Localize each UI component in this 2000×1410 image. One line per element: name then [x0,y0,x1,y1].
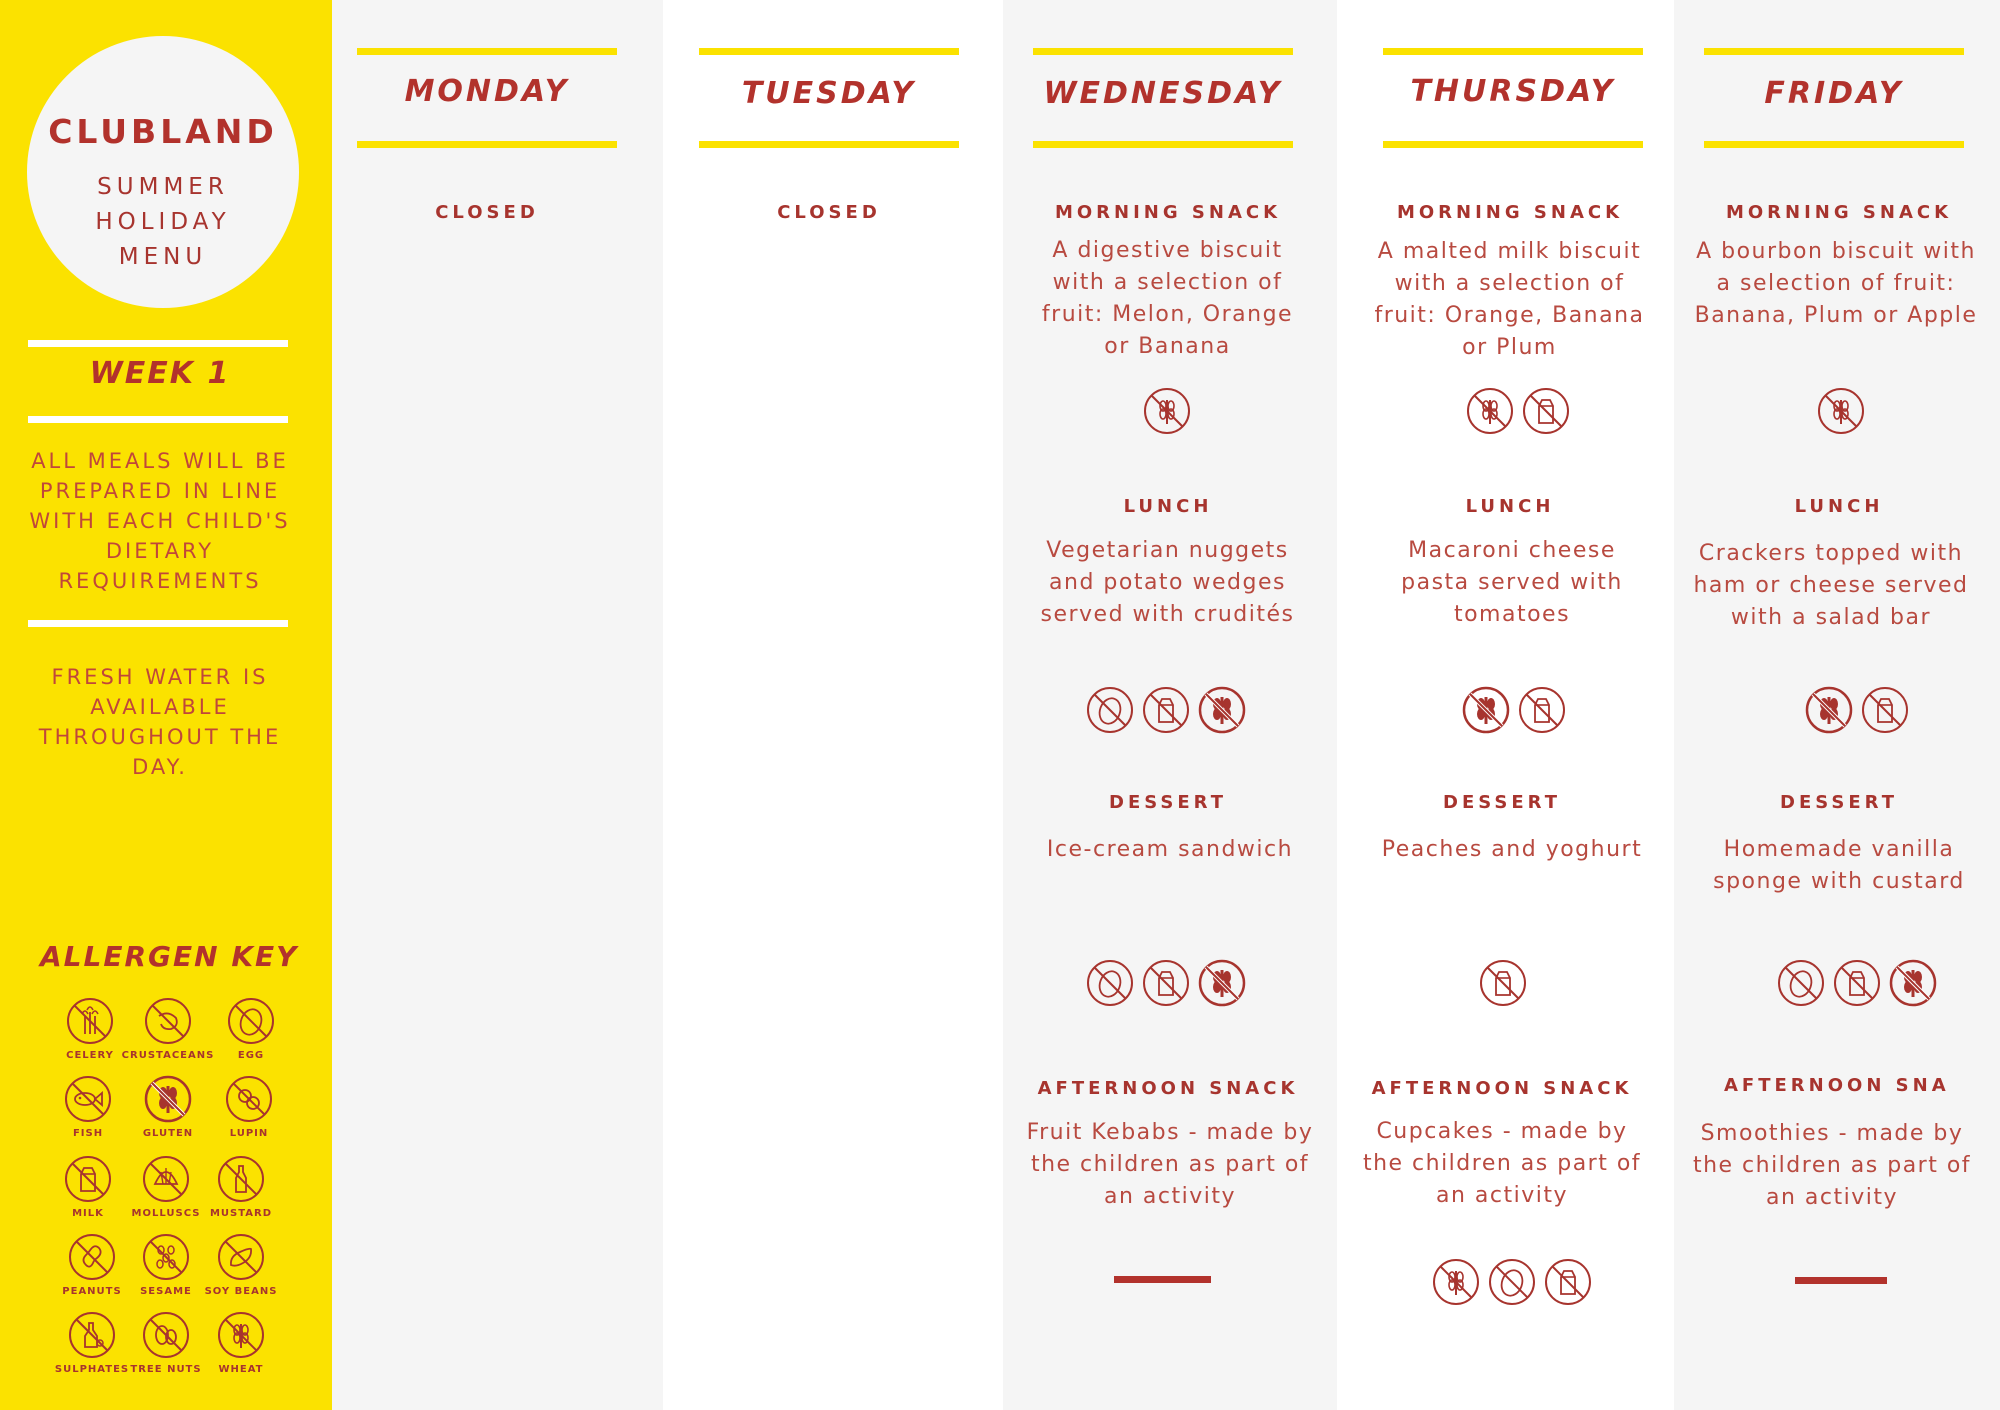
allergen-label: CELERY [66,1050,114,1061]
lunch-heading: LUNCH [1123,496,1213,517]
allergen-label: EGG [237,1050,265,1061]
brand-badge [27,36,299,308]
afternoon-snack-description: Cupcakes - made by the children as part of an activity [1362,1119,1642,1208]
water-note: FRESH WATER IS AVAILABLE THROUGHOUT THE DAY. [38,665,282,779]
allergen-label: SOY BEANS [204,1286,278,1297]
dessert-heading: DESSERT [1109,792,1227,813]
day-column-friday [1674,0,2000,1410]
wheat-icon [1465,386,1515,436]
allergen-label: MILK [72,1208,104,1219]
allergen-icons [1776,958,1938,1008]
soy-icon [216,1232,266,1282]
allergen-label: FISH [72,1128,104,1139]
day-title-wednesday: WEDNESDAY [1043,76,1283,111]
milk-icon [1517,685,1567,735]
milk-icon [1521,386,1571,436]
no-allergens-dash [1114,1276,1211,1283]
milk-icon [1141,685,1191,735]
day-column-wednesday [1003,0,1337,1410]
allergen-label: SULPHATES [54,1364,130,1375]
allergen-label: LUPIN [229,1128,269,1139]
egg-icon [1085,685,1135,735]
gluten-icon [1197,685,1247,735]
wheat-icon [216,1310,266,1360]
allergen-label: MUSTARD [209,1208,273,1219]
allergen-lupin [189,1074,309,1139]
allergen-icons [1816,386,1866,436]
divider [357,48,617,55]
egg-icon [1487,1257,1537,1307]
allergen-icons [1461,685,1567,735]
brand-sub-line: SUMMER [97,174,229,200]
brand-subtitle [27,170,299,275]
egg-icon [226,996,276,1046]
morning-snack-description: A digestive biscuit with a selection of fruit: Melon, Orange or Banana [1041,238,1294,359]
wheat-icon [1431,1257,1481,1307]
egg-icon [1085,958,1135,1008]
dessert-description: Homemade vanilla sponge with custard [1713,837,1965,894]
lunch-description: Vegetarian nuggets and potato wedges served with crudités [1040,538,1295,627]
day-title-tuesday: TUESDAY [741,76,917,111]
milk-icon [1141,958,1191,1008]
dietary-note: ALL MEALS WILL BE PREPARED IN LINE WITH EACH CHILD'S DIETARY REQUIREMENTS [29,449,291,593]
allergen-key-title: ALLERGEN KEY [40,940,299,973]
gluten-icon [1197,958,1247,1008]
lunch-description: Macaroni cheese pasta served with tomatoes [1401,538,1623,627]
allergen-label: SESAME [140,1286,192,1297]
lunch-heading: LUNCH [1465,496,1555,517]
allergen-soy [181,1232,301,1297]
milk-icon [1543,1257,1593,1307]
crustacean-icon [143,996,193,1046]
allergen-icons [1465,386,1571,436]
divider [699,141,959,148]
gluten-icon [1888,958,1938,1008]
lupin-icon [224,1074,274,1124]
allergen-label: PEANUTS [62,1286,122,1297]
morning-snack-description: A bourbon biscuit with a selection of fruit: Banana, Plum or Apple [1694,239,1978,328]
wheat-icon [1816,386,1866,436]
closed-label: CLOSED [777,202,881,223]
divider [1704,141,1964,148]
divider [28,416,288,423]
wheat-icon [1142,386,1192,436]
day-column-tuesday [663,0,1003,1410]
lunch-description: Crackers topped with ham or cheese served with a salad bar [1693,541,1969,630]
allergen-icons [1804,685,1910,735]
afternoon-snack-description: Smoothies - made by the children as part of an activity [1692,1121,1972,1210]
day-column-thursday [1337,0,1674,1410]
mustard-icon [216,1154,266,1204]
morning-snack-heading: MORNING SNACK [1725,202,1953,223]
morning-snack-description: A malted milk biscuit with a selection of fruit: Orange, Banana or Plum [1374,239,1645,360]
divider [1704,48,1964,55]
divider [28,340,288,347]
divider [1383,141,1643,148]
closed-label: CLOSED [435,202,539,223]
allergen-label: CRUSTACEANS [121,1050,215,1061]
morning-snack-heading: MORNING SNACK [1054,202,1282,223]
dessert-description: Peaches and yoghurt [1381,837,1643,862]
brand-sub-line: MENU [118,244,208,270]
allergen-icons [1085,958,1247,1008]
allergen-label: MOLLUSCS [131,1208,201,1219]
allergen-mustard [181,1154,301,1219]
no-allergens-dash [1795,1277,1887,1284]
allergen-label: WHEAT [218,1364,264,1375]
divider [1033,141,1293,148]
allergen-icons [1142,386,1192,436]
afternoon-snack-heading: AFTERNOON SNACK [1037,1078,1299,1099]
day-title-friday: FRIDAY [1764,76,1904,111]
divider [699,48,959,55]
brand-sub-line: HOLIDAY [95,209,231,235]
egg-icon [1776,958,1826,1008]
lunch-heading: LUNCH [1794,496,1884,517]
divider [1033,48,1293,55]
day-title-thursday: THURSDAY [1410,74,1616,109]
allergen-wheat [181,1310,301,1375]
divider [1383,48,1643,55]
gluten-icon [1461,685,1511,735]
day-title-monday: MONDAY [404,74,570,109]
afternoon-snack-heading: AFTERNOON SNA [1724,1075,1950,1096]
gluten-icon [143,1074,193,1124]
gluten-icon [1804,685,1854,735]
dessert-heading: DESSERT [1780,792,1898,813]
allergen-label: GLUTEN [142,1128,194,1139]
fish-icon [63,1074,113,1124]
dessert-heading: DESSERT [1443,792,1561,813]
allergen-icons [1085,685,1247,735]
milk-icon [1860,685,1910,735]
brand-title: CLUBLAND [48,112,278,151]
allergen-egg [191,996,311,1061]
sidebar [0,0,332,1410]
divider [357,141,617,148]
afternoon-snack-heading: AFTERNOON SNACK [1371,1078,1633,1099]
allergen-icons [1478,958,1528,1008]
morning-snack-heading: MORNING SNACK [1396,202,1624,223]
dessert-description: Ice-cream sandwich [1046,837,1294,862]
milk-icon [1478,958,1528,1008]
milk-icon [1832,958,1882,1008]
afternoon-snack-description: Fruit Kebabs - made by the children as part of an activity [1026,1120,1314,1209]
week-label: WEEK 1 [89,356,231,391]
allergen-label: TREE NUTS [130,1364,202,1375]
afternoon-snack-clip [1674,1110,1972,1220]
day-column-monday [332,0,663,1410]
divider [28,620,288,627]
allergen-icons [1431,1257,1593,1307]
